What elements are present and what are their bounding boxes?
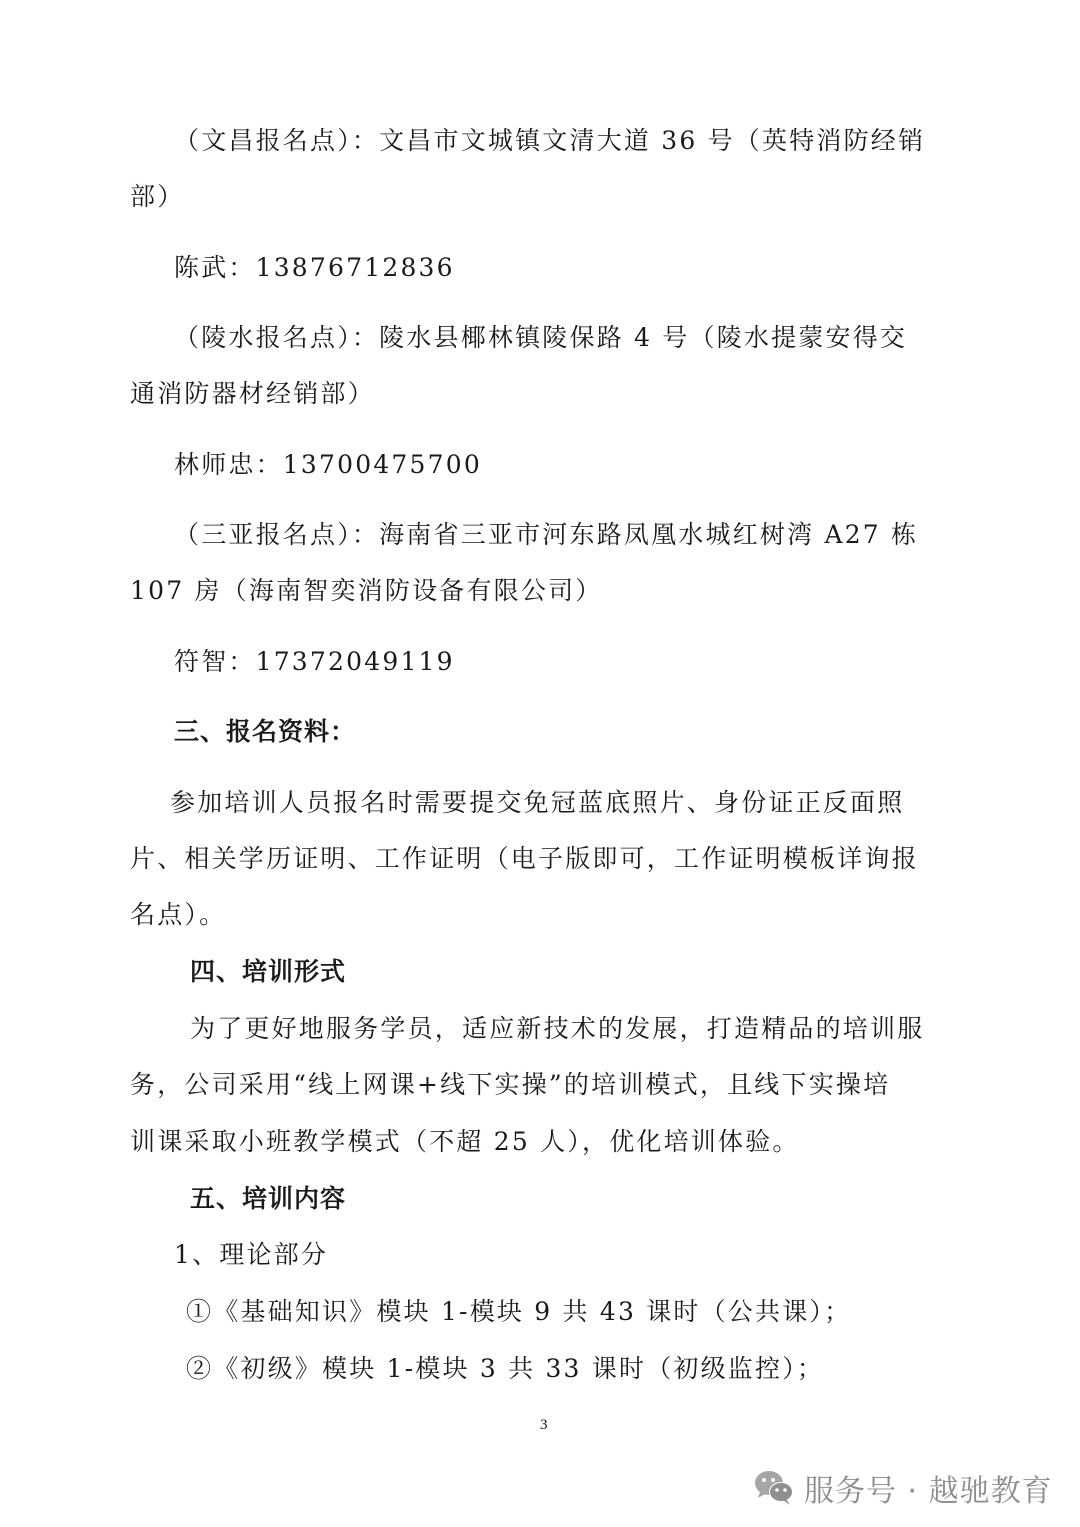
lingshui-address-line: （陵水报名点）：陵水县椰林镇陵保路 4 号（陵水提蒙安得交	[174, 323, 908, 352]
page-number: 3	[540, 1417, 548, 1433]
watermark-text: 服务号 · 越驰教育	[804, 1474, 1053, 1509]
section3-heading: 三、报名资料：	[174, 717, 357, 746]
section3-body-line-3: 名点）。	[130, 900, 227, 929]
sanya-contact: 符智：17372049119	[174, 647, 455, 676]
section3-body-line-1: 参加培训人员报名时需要提交免冠蓝底照片、身份证正反面照	[170, 788, 905, 817]
section3-body-line-2: 片、相关学历证明、工作证明（电子版即可，工作证明模板详询报	[130, 844, 919, 873]
section4-body-line-2: 务，公司采用“线上网课+线下实操”的培训模式，且线下实操培	[130, 1070, 891, 1099]
watermark	[752, 1466, 1053, 1510]
lingshui-address-line-cont: 通消防器材经销部）	[130, 379, 375, 408]
lingshui-contact: 林师忠：13700475700	[174, 450, 482, 479]
wechat-icon	[752, 1468, 796, 1508]
section5-heading: 五、培训内容	[190, 1184, 347, 1213]
wenchang-address-line-cont: 部）	[130, 182, 185, 211]
course-item-2: ②《初级》模块 1-模块 3 共 33 课时（初级监控）；	[186, 1354, 825, 1383]
section4-heading: 四、培训形式	[190, 957, 347, 986]
section4-body-line-3: 训课采取小班教学模式（不超 25 人），优化培训体验。	[130, 1127, 800, 1156]
course-item-1: ①《基础知识》模块 1-模块 9 共 43 课时（公共课）；	[186, 1297, 852, 1326]
theory-subheading: 1、理论部分	[174, 1240, 329, 1269]
wenchang-contact: 陈武：13876712836	[174, 253, 455, 282]
sanya-address-line-cont: 107 房（海南智奕消防设备有限公司）	[130, 576, 603, 605]
wenchang-address-line: （文昌报名点）：文昌市文城镇文清大道 36 号（英特消防经销	[174, 126, 926, 155]
sanya-address-line: （三亚报名点）：海南省三亚市河东路凤凰水城红树湾 A27 栋	[174, 520, 919, 549]
section4-body-line-1: 为了更好地服务学员，适应新技术的发展，打造精品的培训服	[190, 1014, 925, 1043]
